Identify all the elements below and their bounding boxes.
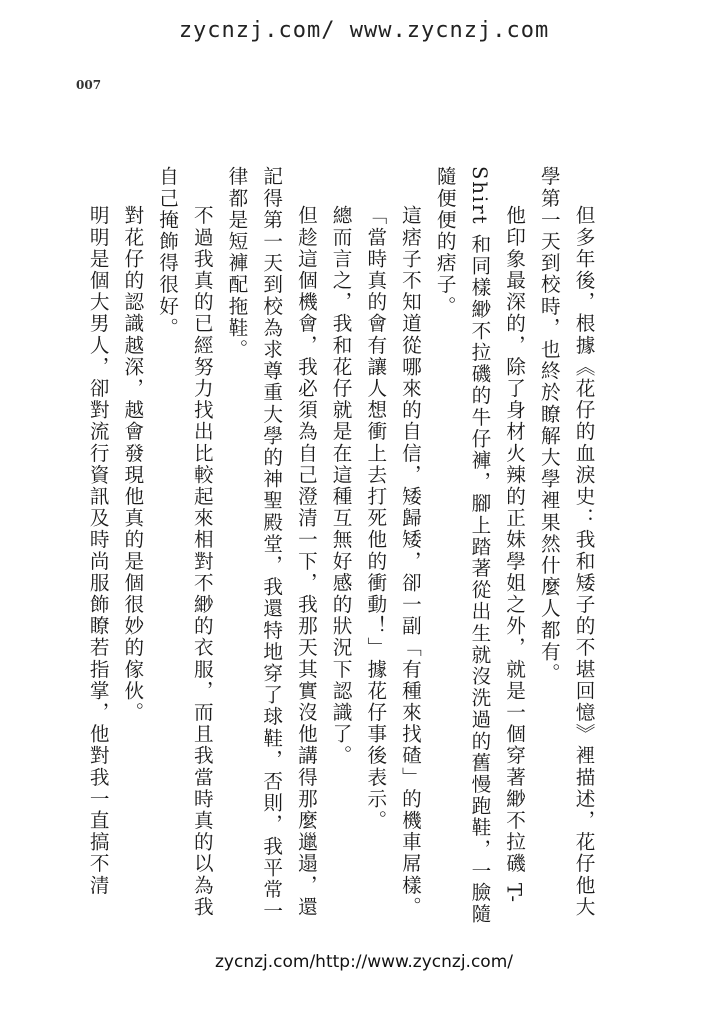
- paragraph-3: 這痞子不知道從哪來的自信，矮歸矮，卻一副「有種來找碴」的機車屌樣。: [398, 205, 422, 918]
- paragraph-6: 但趁這個機會，我必須為自己澄清一下，我那天其實沒他講得那麼邋遢，還記得第一天到校為求尊重大學的神聖殿堂，我還特地穿了球鞋，否則，我平常一律都是短褲配拖鞋。: [224, 166, 318, 922]
- vertical-text-body: [86, 166, 600, 926]
- paragraph-7: 不過我真的已經努力找出比較起來相對不緲的衣服，而且我當時真的以為我自己掩飾得很好。: [155, 166, 214, 918]
- header-watermark-url: zycnzj.com/ www.zycnzj.com: [178, 18, 550, 43]
- paragraph-5: 總而言之，我和花仔就是在這種互無好感的狀況下認識了。: [329, 205, 353, 767]
- page-number: 007: [76, 78, 102, 92]
- paragraph-9: 明明是個大男人，卻對流行資訊及時尚服飾瞭若指掌，他對我一直搞不清: [86, 205, 110, 897]
- paragraph-1: 但多年後，根據《花仔的血淚史：我和矮子的不堪回憶》裡描述，花仔他大學第一天到校時，也終於瞭解大學裡果然什麼人都有。: [537, 166, 595, 918]
- paragraph-2: 他印象最深的，除了身材火辣的正妹學姐之外，就是一個穿著緲不拉磯 T-Shirt 和同樣緲不拉磯的牛仔褲，腳上踏著從出生就沒洗過的舊慢跑鞋，一臉隨隨便便的痞子。: [433, 166, 526, 925]
- paragraph-8: 對花仔的認識越深，越會發現他真的是個很妙的傢伙。: [120, 205, 144, 724]
- paragraph-4: 「當時真的會有讓人想衝上去打死他的衝動！」據花仔事後表示。: [363, 205, 387, 832]
- footer-watermark-url: zycnzj.com/http://www.zycnzj.com/: [214, 952, 513, 972]
